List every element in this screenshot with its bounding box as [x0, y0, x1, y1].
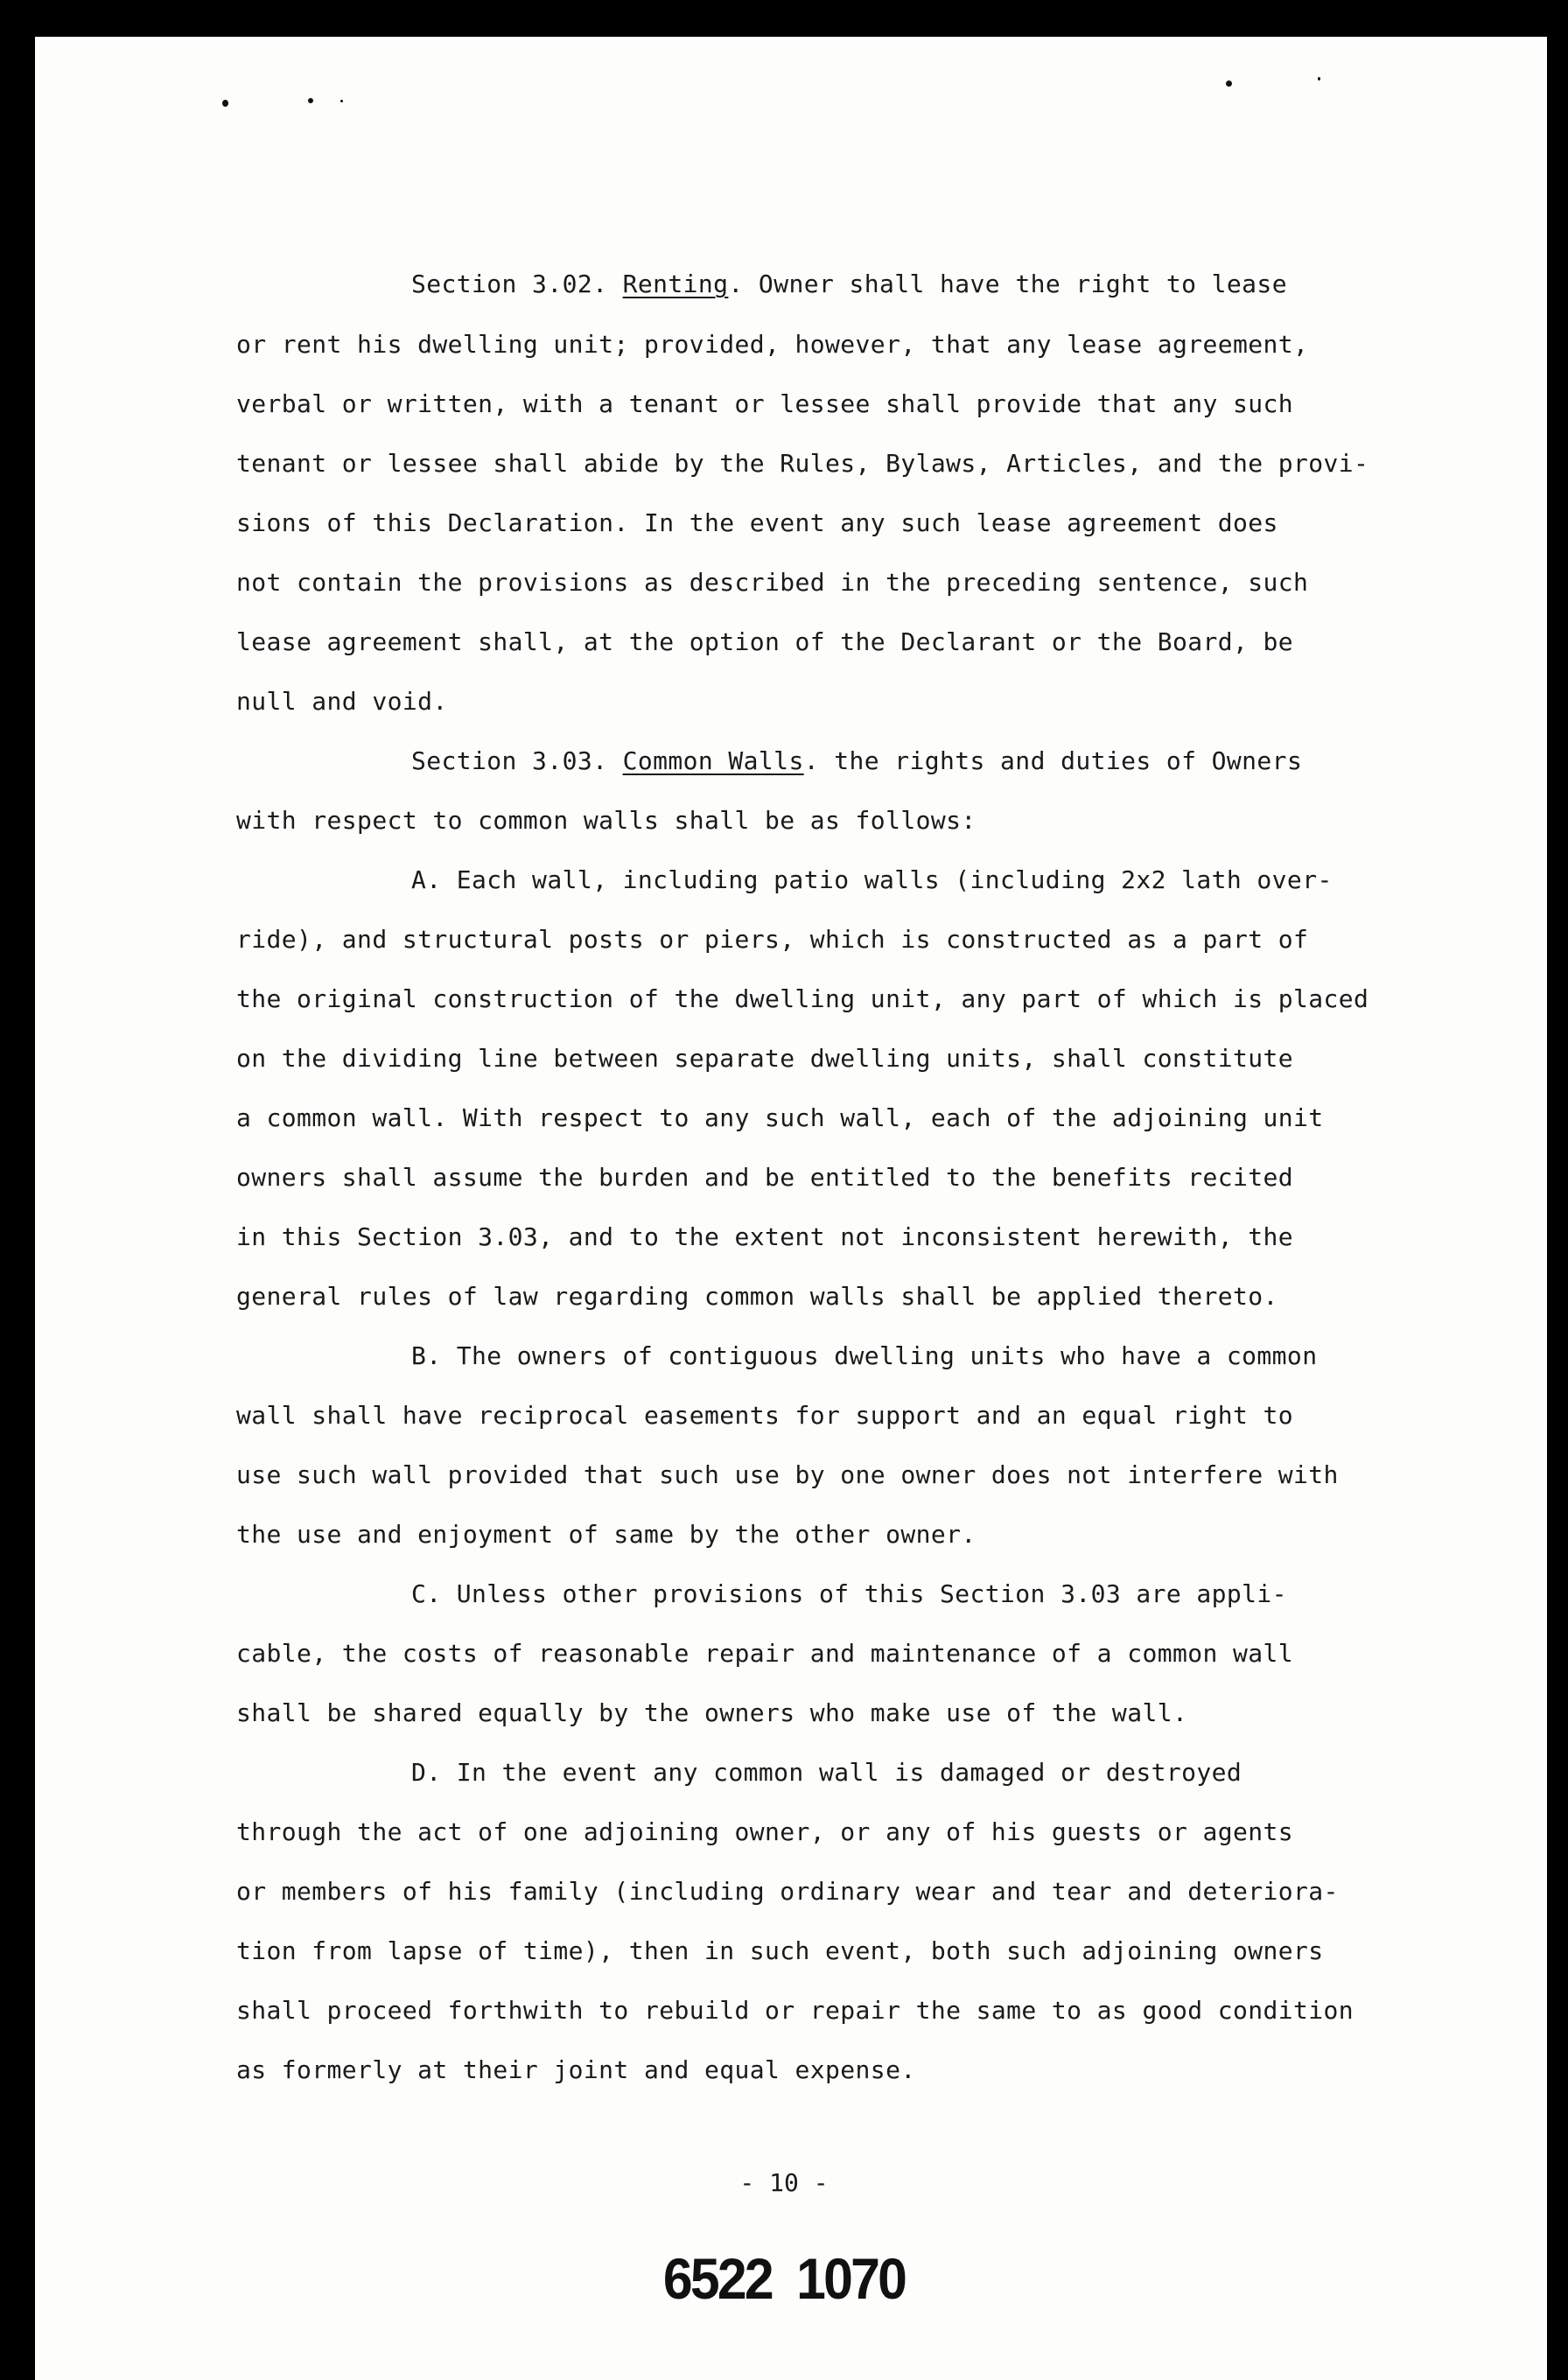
body-text-line: shall proceed forthwith to rebuild or repair the same to as good condition: [236, 1996, 1354, 2025]
body-text-line: general rules of law regarding common walls shall be applied thereto.: [236, 1282, 1278, 1311]
scan-speck: [222, 100, 228, 107]
body-text-line: or rent his dwelling unit; provided, however, that any lease agreement,: [236, 330, 1309, 359]
section-number: Section 3.03.: [411, 746, 623, 775]
body-text-line: ride), and structural posts or piers, which is constructed as a part of: [236, 925, 1309, 954]
body-text-line: D. In the event any common wall is damaged or destroyed: [411, 1758, 1242, 1787]
body-text-line: the use and enjoyment of same by the other owner.: [236, 1520, 976, 1549]
section-text: . the rights and duties of Owners: [803, 746, 1303, 775]
scan-speck: [1226, 80, 1232, 87]
body-text-line: shall be shared equally by the owners who make use of the wall.: [236, 1698, 1188, 1727]
body-text-line: owners shall assume the burden and be entitled to the benefits recited: [236, 1163, 1294, 1192]
section-number: Section 3.02.: [411, 270, 623, 298]
body-text-line: B. The owners of contiguous dwelling units who have a common: [411, 1341, 1318, 1370]
body-text-line: wall shall have reciprocal easements for support and an equal right to: [236, 1401, 1294, 1430]
scan-speck: [340, 100, 343, 102]
section-text: . Owner shall have the right to lease: [728, 270, 1287, 298]
body-text-line: or members of his family (including ordinary wear and tear and deteriora-: [236, 1877, 1339, 1906]
body-text-line: not contain the provisions as described in the preceding sentence, such: [236, 568, 1309, 597]
body-text-line: with respect to common walls shall be as follows:: [236, 806, 976, 835]
body-text-line: null and void.: [236, 687, 448, 716]
body-text-line: a common wall. With respect to any such wall, each of the adjoining unit: [236, 1103, 1324, 1132]
body-text-line: on the dividing line between separate dwelling units, shall constitute: [236, 1044, 1294, 1073]
section-heading-line: [411, 746, 1302, 776]
section-title-common-walls: Common Walls: [622, 746, 804, 775]
body-text-line: lease agreement shall, at the option of the Declarant or the Board, be: [236, 627, 1294, 656]
body-text-line: C. Unless other provisions of this Section 3.03 are appli-: [411, 1579, 1287, 1608]
page-number: - 10 -: [739, 2168, 829, 2197]
body-text-line: tenant or lessee shall abide by the Rules, Bylaws, Articles, and the provi-: [236, 449, 1369, 478]
body-text-line: cable, the costs of reasonable repair and maintenance of a common wall: [236, 1639, 1294, 1668]
body-text-line: A. Each wall, including patio walls (including 2x2 lath over-: [411, 865, 1333, 894]
body-text-line: the original construction of the dwelling unit, any part of which is placed: [236, 984, 1369, 1013]
body-text-line: tion from lapse of time), then in such event, both such adjoining owners: [236, 1936, 1324, 1965]
body-text-line: in this Section 3.03, and to the extent not inconsistent herewith, the: [236, 1222, 1294, 1251]
document-page: [35, 37, 1547, 2380]
body-text-line: use such wall provided that such use by one owner does not interfere with: [236, 1460, 1339, 1489]
body-text-line: through the act of one adjoining owner, or any of his guests or agents: [236, 1817, 1294, 1846]
body-text-line: sions of this Declaration. In the event any such lease agreement does: [236, 508, 1278, 537]
scan-speck: [1318, 77, 1320, 80]
section-title-renting: Renting: [622, 270, 729, 298]
body-text-line: verbal or written, with a tenant or lessee shall provide that any such: [236, 389, 1294, 418]
document-code: 6522 1070: [662, 2246, 906, 2311]
body-text-line: as formerly at their joint and equal expense.: [236, 2055, 916, 2084]
scan-speck: [308, 98, 313, 103]
section-heading-line: [411, 270, 1287, 299]
